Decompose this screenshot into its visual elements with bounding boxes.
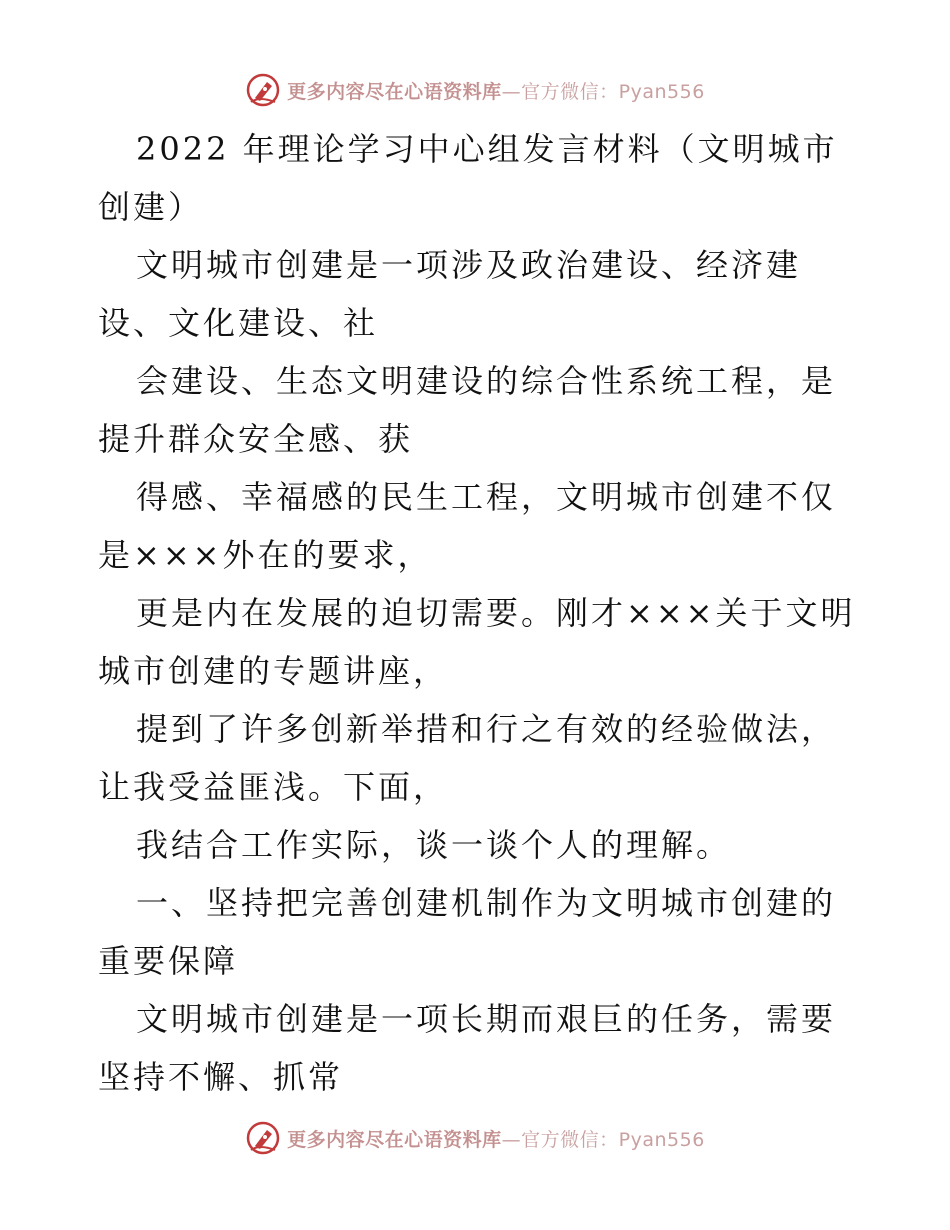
paragraph: 提到了许多创新举措和行之有效的经验做法，让我受益匪浅。下面，: [98, 710, 837, 806]
paragraph: 文明城市创建是一项长期而艰巨的任务，需要坚持不懈、抓常: [98, 1000, 837, 1096]
watermark-text: 更多内容尽在心语资料库—官方微信：Pyan556: [287, 80, 705, 103]
paragraph: 文明城市创建是一项涉及政治建设、经济建设、文化建设、社: [98, 246, 802, 342]
header-watermark: [0, 70, 950, 110]
paragraph: 会建设、生态文明建设的综合性系统工程，是提升群众安全感、获: [98, 362, 837, 458]
document-body: [98, 120, 858, 1106]
paragraph: 我结合工作实际，谈一谈个人的理解。: [136, 826, 732, 864]
pen-nib-logo-icon: [245, 72, 281, 108]
paragraph: 更是内在发展的迫切需要。刚才×××关于文明城市创建的专题讲座，: [98, 594, 856, 690]
document-title: 2022 年理论学习中心组发言材料（文明城市创建）: [98, 130, 838, 226]
watermark-text: 更多内容尽在心语资料库—官方微信：Pyan556: [287, 1128, 705, 1151]
footer-watermark: [0, 1118, 950, 1158]
paragraph: 得感、幸福感的民生工程，文明城市创建不仅是×××外在的要求，: [98, 478, 837, 574]
pen-nib-logo-icon: [245, 1120, 281, 1156]
section-heading: 一、坚持把完善创建机制作为文明城市创建的重要保障: [98, 884, 837, 980]
